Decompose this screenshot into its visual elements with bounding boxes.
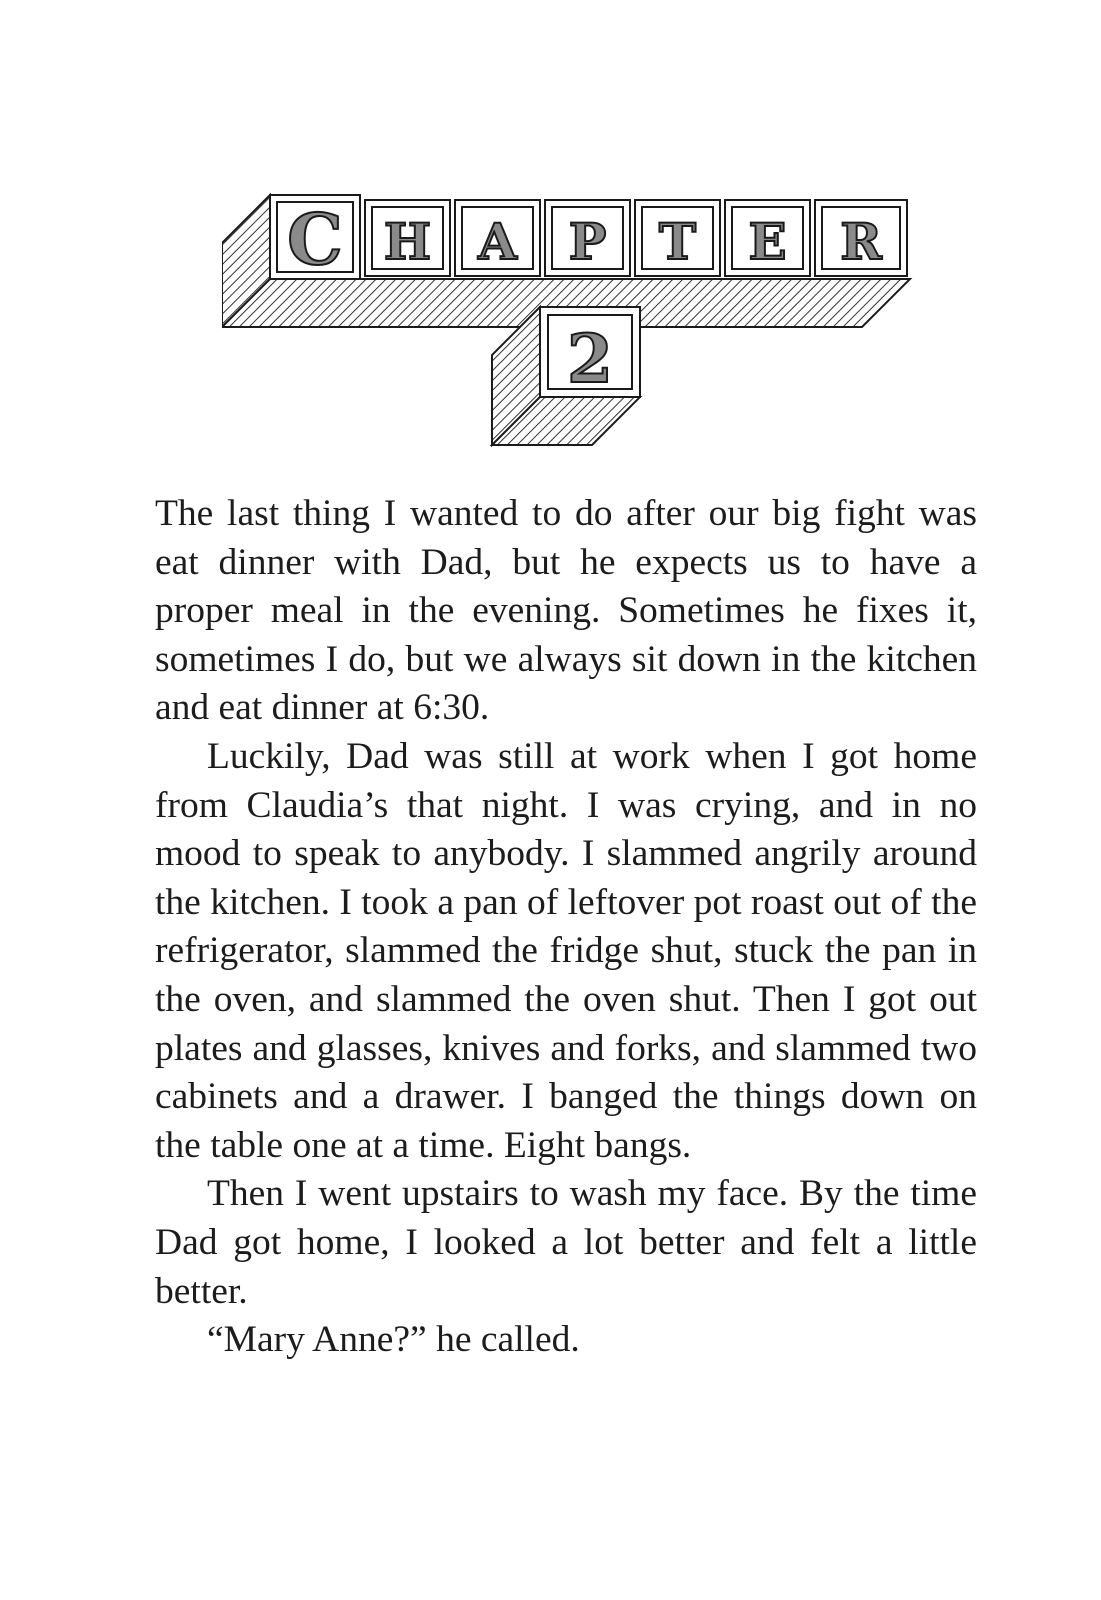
- letter-block: [725, 200, 810, 276]
- paragraph: Then I went upstairs to wash my face. By the time Dad got home, I looked a lot better and felt a little better.: [155, 1173, 977, 1312]
- svg-text:A: A: [478, 212, 517, 271]
- letter-block: [365, 200, 450, 276]
- svg-text:C: C: [287, 198, 343, 281]
- svg-text:E: E: [748, 212, 787, 271]
- paragraph: Luckily, Dad was still at work when I got home from Claudia’s that night. I was crying, and in no mood to speak to anybody. I slammed angrily around the kitchen. I took a pan of leftover pot roast out of the refrigerator, slammed the fridge shut, stuck the pan in the oven, and slammed the oven shut. Then I got out plates and glasses, knives and forks, and slammed two cabinets and a drawer. I banged the things down on the table one at a time. Eight bangs.: [155, 735, 977, 1166]
- chapter-body: [155, 490, 977, 1365]
- letter-block: [270, 195, 360, 281]
- svg-text:R: R: [840, 212, 882, 271]
- svg-text:P: P: [568, 212, 607, 271]
- letter-block: [815, 200, 907, 276]
- chapter-number-block: [540, 307, 640, 398]
- letter-block: [635, 200, 720, 276]
- paragraph: The last thing I wanted to do after our big fight was eat dinner with Dad, but he expects us to have a proper meal in the evening. Sometimes he fixes it, sometimes I do, but we always sit down in the kitchen and eat dinner at 6:30.: [155, 493, 977, 729]
- letter-block: [455, 200, 540, 276]
- chapter-number: 2: [567, 320, 613, 398]
- chapter-word: [270, 195, 907, 281]
- paragraph: “Mary Anne?” he called.: [207, 1319, 580, 1361]
- letter-block: [545, 200, 630, 276]
- chapter-heading: [222, 185, 922, 455]
- svg-text:T: T: [658, 212, 697, 271]
- svg-text:H: H: [383, 212, 432, 271]
